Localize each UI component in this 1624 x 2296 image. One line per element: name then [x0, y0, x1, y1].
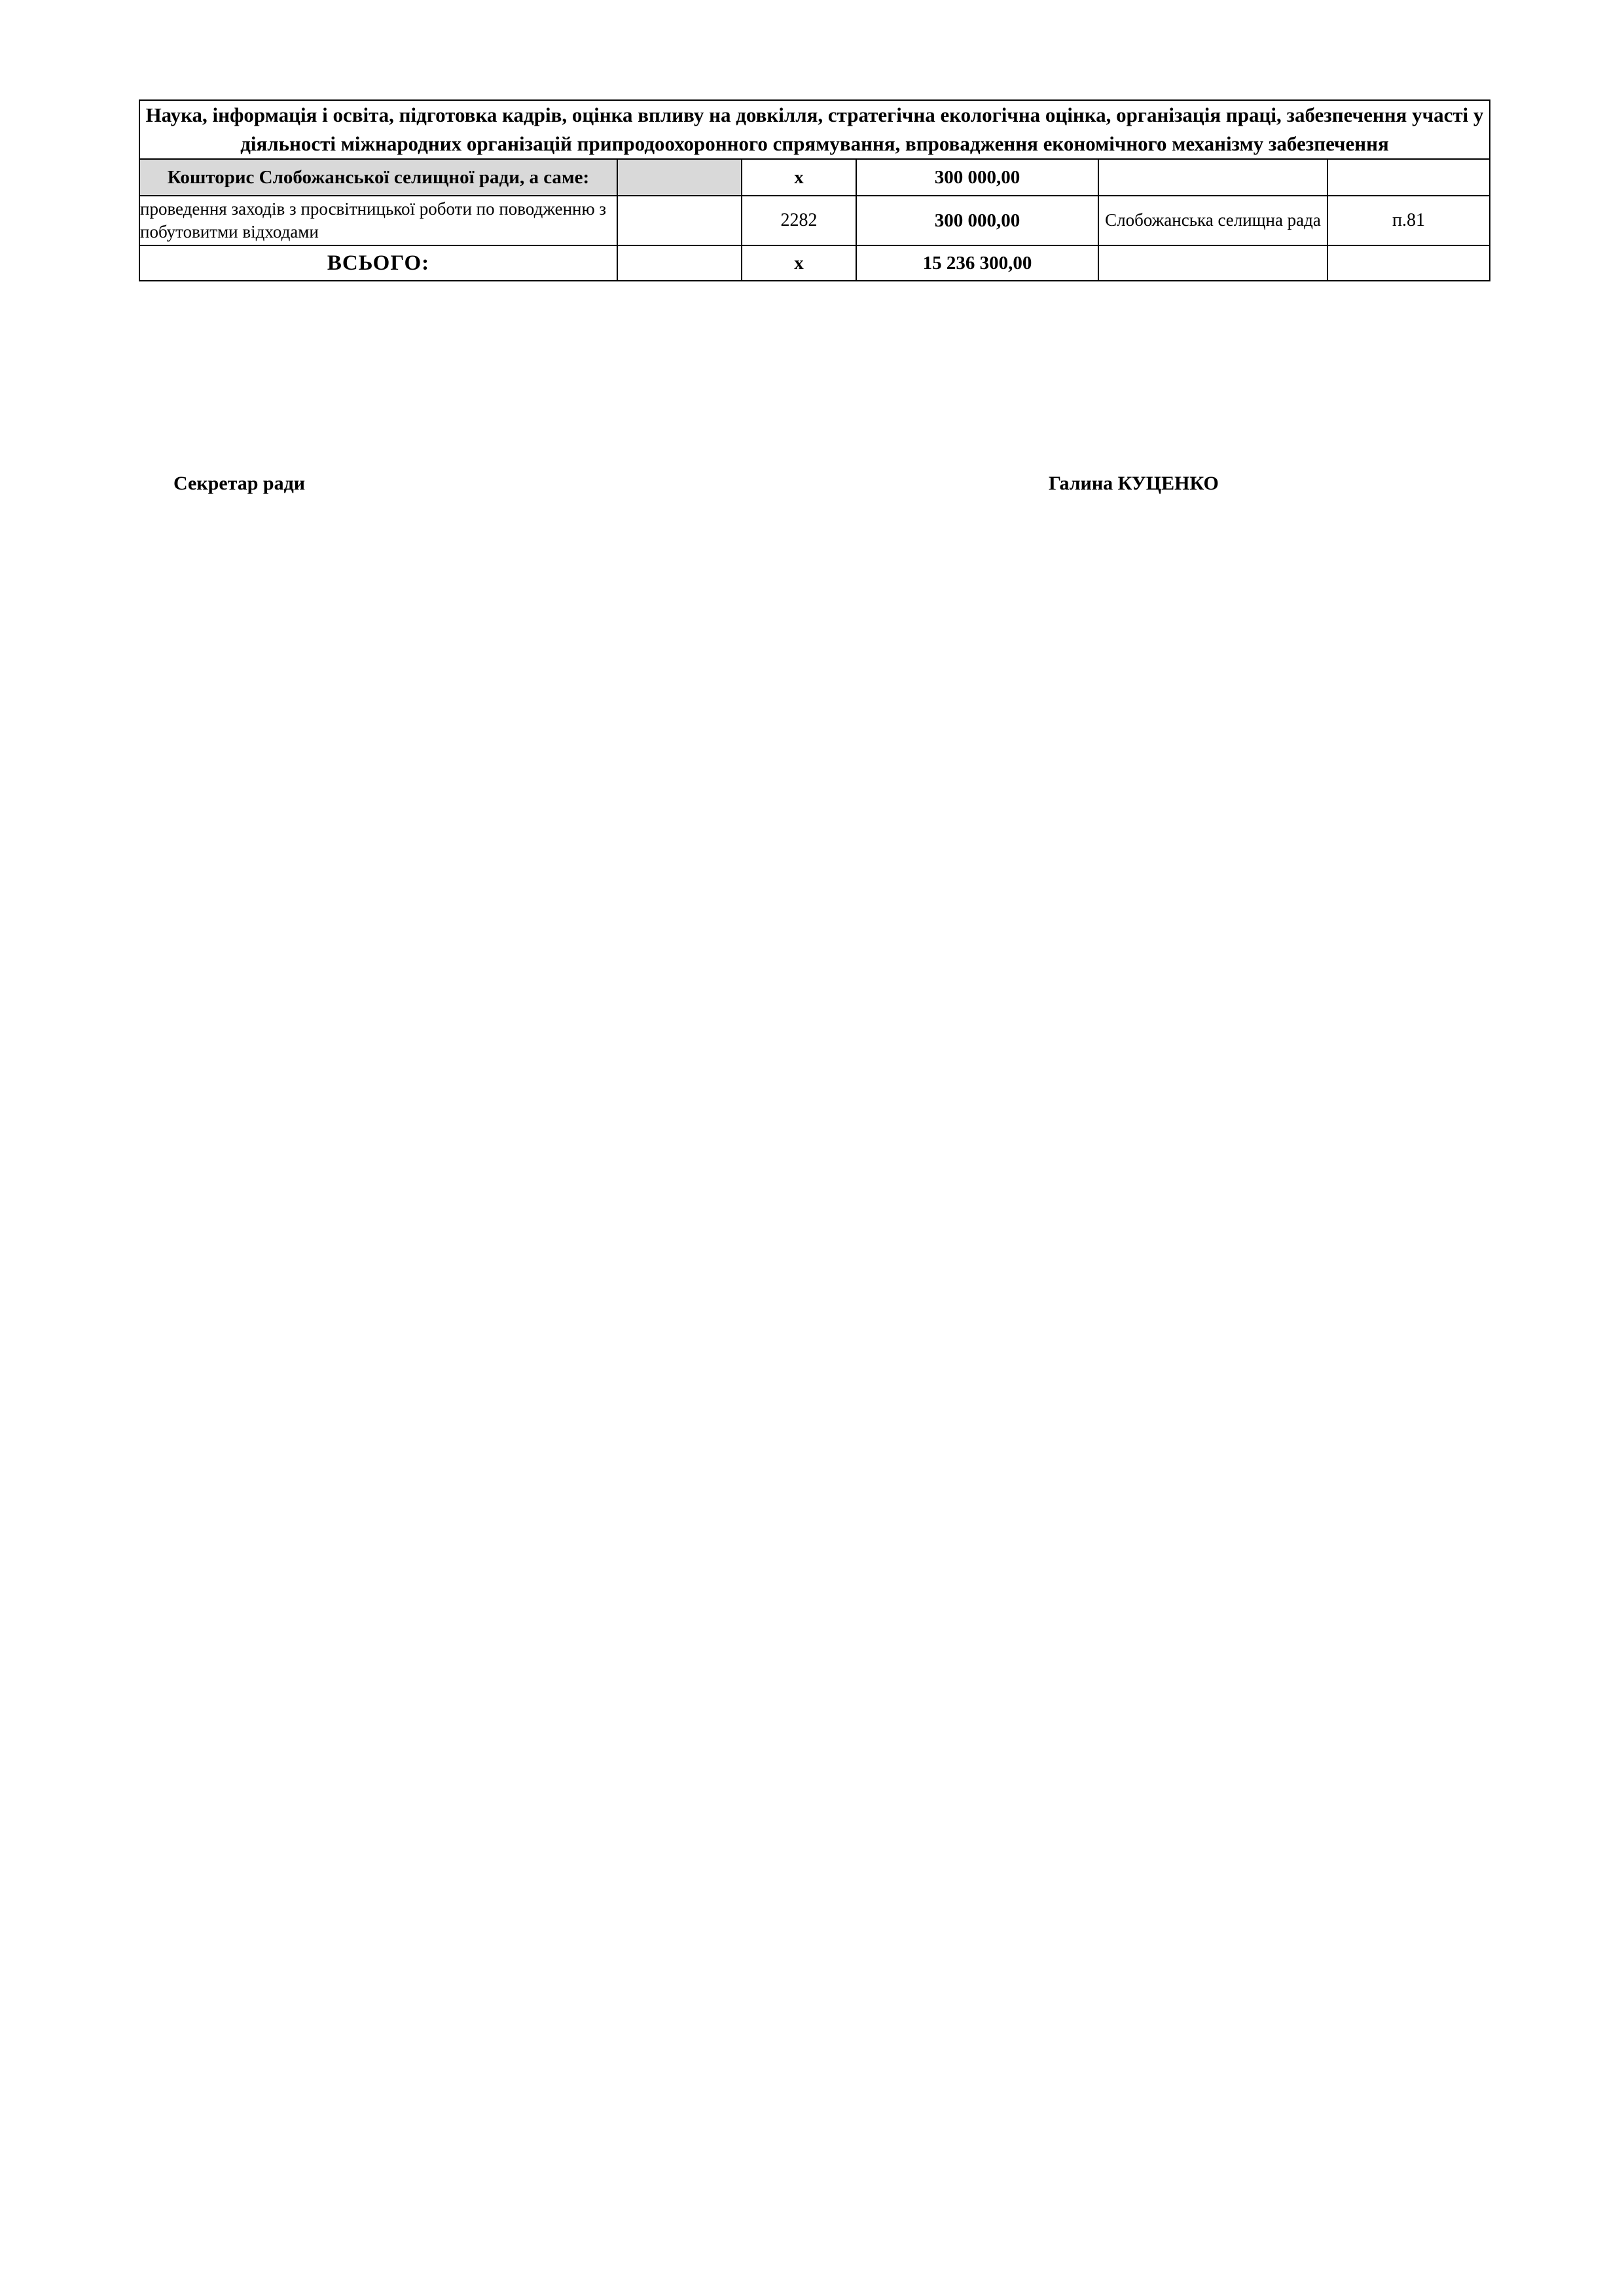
table-total-row — [139, 245, 1490, 281]
row-note — [1327, 159, 1490, 196]
row-amount: 300 000,00 — [856, 159, 1098, 196]
row-note: п.81 — [1327, 196, 1490, 245]
signature-person: Галина КУЦЕНКО — [1049, 473, 1219, 494]
row-name: проведення заходів з просвітницької роботи по поводженню з побутовитми відходами — [139, 196, 617, 245]
row-note — [1327, 245, 1490, 281]
row-code: х — [742, 159, 856, 196]
row-organization — [1098, 159, 1327, 196]
signature-position: Секретар ради — [173, 473, 306, 494]
section-heading: Наука, інформація і освіта, підготовка кадрів, оцінка впливу на довкілля, стратегічна екологічна оцінка, організація праці, забезпечення участі у діяльності міжнародних організацій припродоохоронного спрямування, впровадження економічного механізму забезпечення — [139, 100, 1490, 159]
table-header-row — [139, 100, 1490, 159]
budget-table — [139, 99, 1490, 281]
row-col2 — [617, 159, 742, 196]
row-col2 — [617, 196, 742, 245]
row-amount: 300 000,00 — [856, 196, 1098, 245]
table-row — [139, 159, 1490, 196]
row-name: ВСЬОГО: — [139, 245, 617, 281]
row-amount: 15 236 300,00 — [856, 245, 1098, 281]
row-col2 — [617, 245, 742, 281]
table-row — [139, 196, 1490, 245]
signature-block — [139, 473, 1489, 501]
row-organization — [1098, 245, 1327, 281]
row-code: 2282 — [742, 196, 856, 245]
row-organization: Слобожанська селищна рада — [1098, 196, 1327, 245]
row-name: Кошторис Слобожанської селищної ради, а саме: — [139, 159, 617, 196]
row-code: х — [742, 245, 856, 281]
